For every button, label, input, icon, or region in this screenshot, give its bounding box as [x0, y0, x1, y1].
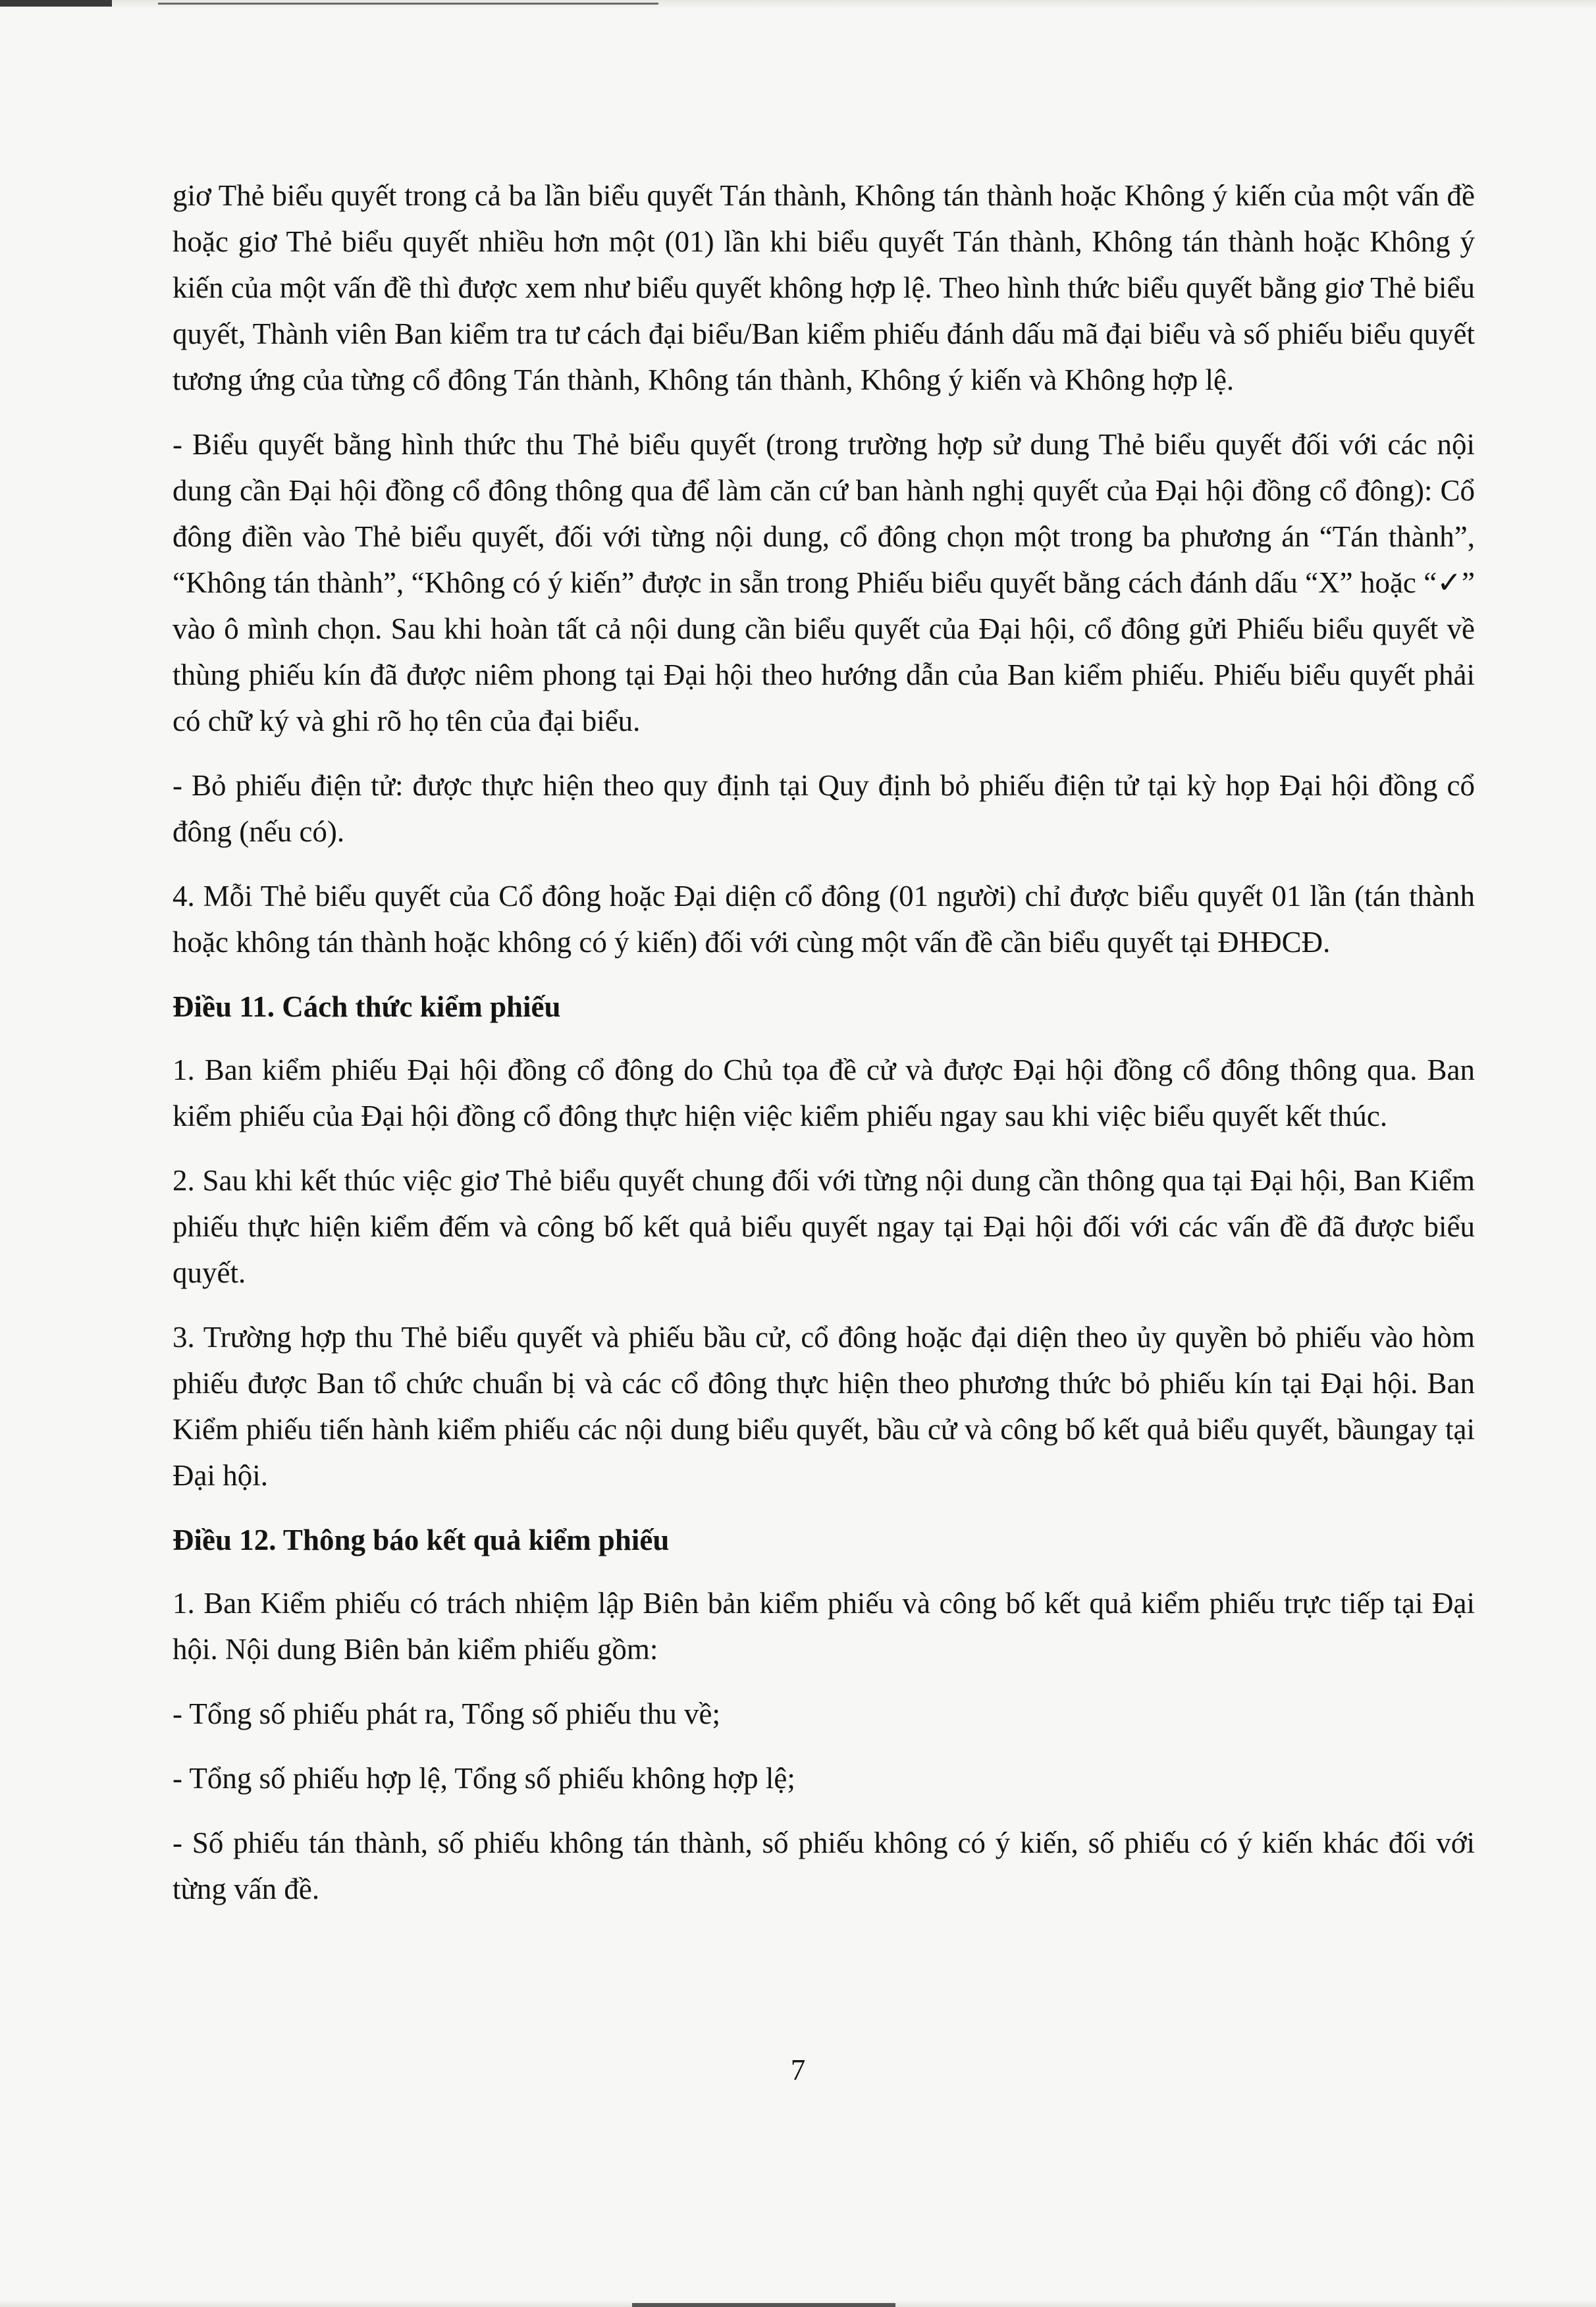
- scan-artifact-line: [158, 3, 658, 5]
- paragraph-one-vote-rule: 4. Mỗi Thẻ biểu quyết của Cổ đông hoặc Đại diện cổ đông (01 người) chỉ được biểu quyết 01 lần (tán thành hoặc không tán thành hoặc không có ý kiến) đối với cùng một vấn đề cần biểu quyết tại ĐHĐCĐ.: [173, 880, 1475, 959]
- article-12-item-1: 1. Ban Kiểm phiếu có trách nhiệm lập Biên bản kiểm phiếu và công bố kết quả kiểm phiếu trực tiếp tại Đại hội. Nội dung Biên bản kiểm phiếu gồm:: [173, 1587, 1475, 1666]
- page-number: 7: [790, 2054, 806, 2086]
- paragraph-ballot-collection: - Biểu quyết bằng hình thức thu Thẻ biểu quyết (trong trường hợp sử dung Thẻ biểu quyết đối với các nội dung cần Đại hội đồng cổ đông thông qua để làm căn cứ ban hành nghị quyết của Đại hội đồng cổ đông): Cổ đông điền vào Thẻ biểu quyết, đối với từng nội dung, cổ đông chọn một trong ba phương án “Tán thành”, “Không tán thành”, “Không có ý kiến” được in sẵn trong Phiếu biểu quyết bằng cách đánh dấu “X” hoặc “✓” vào ô mình chọn. Sau khi hoàn tất cả nội dung cần biểu quyết của Đại hội, cổ đông gửi Phiếu biểu quyết về thùng phiếu kín đã được niêm phong tại Đại hội theo hướng dẫn của Ban kiểm phiếu. Phiếu biểu quyết phải có chữ ký và ghi rõ họ tên của đại biểu.: [173, 428, 1475, 737]
- article-11-item-3: 3. Trường hợp thu Thẻ biểu quyết và phiếu bầu cử, cổ đông hoặc đại diện theo ủy quyền bỏ phiếu vào hòm phiếu được Ban tổ chức chuẩn bị và các cổ đông thực hiện theo phương thức bỏ phiếu kín tại Đại hội. Ban Kiểm phiếu tiến hành kiểm phiếu các nội dung biểu quyết, bầu cử và công bố kết quả biểu quyết, bầungay tại Đại hội.: [173, 1321, 1475, 1492]
- scan-artifact-mark: [0, 0, 112, 7]
- article-12-bullet-counts: - Số phiếu tán thành, số phiếu không tán thành, số phiếu không có ý kiến, số phiếu có ý kiến khác đối với từng vấn đề.: [173, 1826, 1475, 1905]
- paragraph-show-of-hands: giơ Thẻ biểu quyết trong cả ba lần biểu quyết Tán thành, Không tán thành hoặc Không ý kiến của một vấn đề hoặc giơ Thẻ biểu quyết nhiều hơn một (01) lần khi biểu quyết Tán thành, Không tán thành hoặc Không ý kiến của một vấn đề thì được xem như biểu quyết không hợp lệ. Theo hình thức biểu quyết bằng giơ Thẻ biểu quyết, Thành viên Ban kiểm tra tư cách đại biểu/Ban kiểm phiếu đánh dấu mã đại biểu và số phiếu biểu quyết tương ứng của từng cổ đông Tán thành, Không tán thành, Không ý kiến và Không hợp lệ.: [173, 179, 1475, 396]
- article-11-item-2: 2. Sau khi kết thúc việc giơ Thẻ biểu quyết chung đối với từng nội dung cần thông qua tại Đại hội, Ban Kiểm phiếu thực hiện kiểm đếm và công bố kết quả biểu quyết ngay tại Đại hội đối với các vấn đề đã được biểu quyết.: [173, 1164, 1475, 1289]
- article-12-bullet-issued: - Tổng số phiếu phát ra, Tổng số phiếu thu về;: [173, 1697, 720, 1730]
- paragraph-electronic-voting: - Bỏ phiếu điện tử: được thực hiện theo quy định tại Quy định bỏ phiếu điện tử tại kỳ họp Đại hội đồng cổ đông (nếu có).: [173, 769, 1475, 848]
- article-11-heading: Điều 11. Cách thức kiểm phiếu: [173, 990, 561, 1023]
- article-11-item-1: 1. Ban kiểm phiếu Đại hội đồng cổ đông do Chủ tọa đề cử và được Đại hội đồng cổ đông thông qua. Ban kiểm phiếu của Đại hội đồng cổ đông thực hiện việc kiểm phiếu ngay sau khi việc biểu quyết kết thúc.: [173, 1053, 1475, 1132]
- scan-top-edge: [0, 0, 1596, 9]
- article-12-heading: Điều 12. Thông báo kết quả kiểm phiếu: [173, 1524, 670, 1556]
- scan-bottom-mark: [632, 2303, 895, 2307]
- article-12-bullet-valid: - Tổng số phiếu hợp lệ, Tổng số phiếu không hợp lệ;: [173, 1762, 795, 1795]
- document-body: [173, 172, 1475, 1930]
